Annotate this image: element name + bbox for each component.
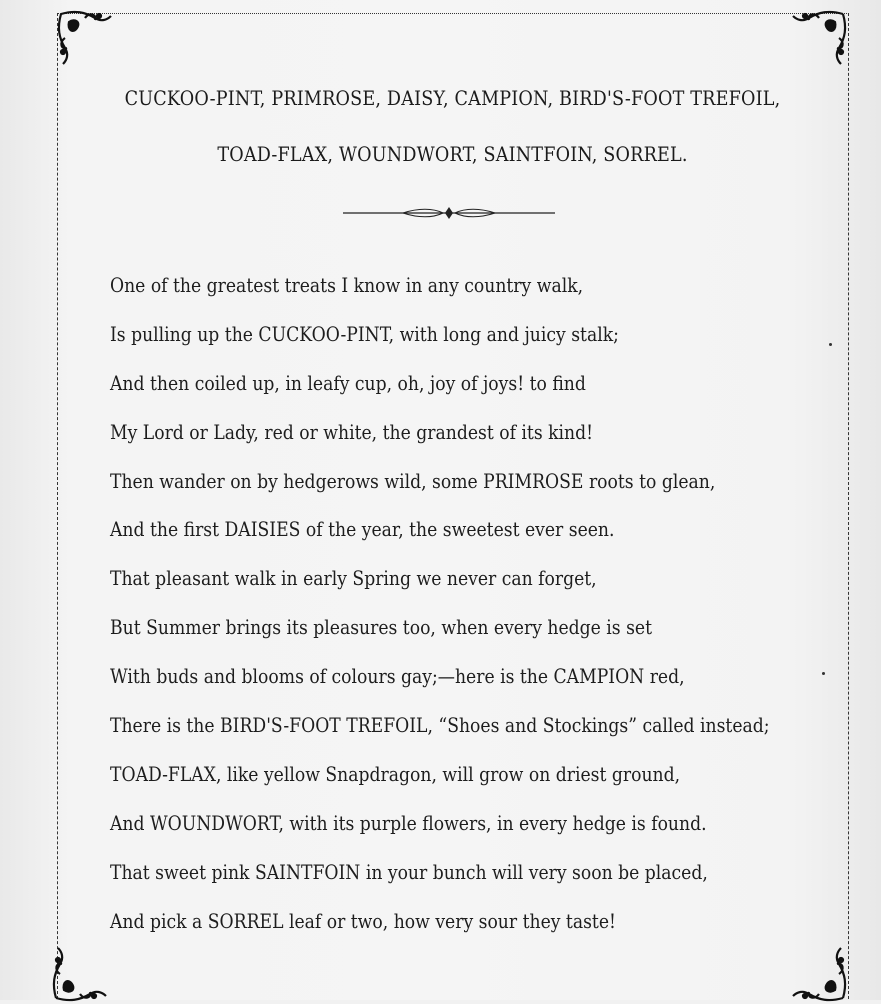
poem-line: TOAD-FLAX, like yellow Snapdragon, will grow on driest ground, bbox=[110, 761, 681, 786]
corner-flourish-top-right-icon bbox=[787, 8, 849, 70]
poem-line: That pleasant walk in early Spring we never can forget, bbox=[110, 566, 597, 591]
poem-line: There is the BIRD'S-FOOT TREFOIL, “Shoes and Stockings” called instead; bbox=[110, 713, 770, 738]
poem-line: One of the greatest treats I know in any country walk, bbox=[110, 273, 584, 297]
poem-line: My Lord or Lady, red or white, the grandest of its kind! bbox=[110, 419, 594, 444]
poem-line: And then coiled up, in leafy cup, oh, joy of joys! to find bbox=[110, 370, 586, 395]
ink-speck bbox=[822, 672, 825, 675]
poem-body bbox=[110, 270, 830, 954]
corner-flourish-bottom-left-icon bbox=[50, 942, 112, 1004]
poem-line: With buds and blooms of colours gay;—here is the CAMPION red, bbox=[110, 664, 685, 689]
poem-line: And WOUNDWORT, with its purple flowers, in every hedge is found. bbox=[110, 810, 707, 835]
poem-line: That sweet pink SAINTFOIN in your bunch will very soon be placed, bbox=[110, 859, 708, 884]
poem-line: And pick a SORREL leaf or two, how very sour they taste! bbox=[110, 908, 616, 933]
poem-line: And the first DAISIES of the year, the sweetest ever seen. bbox=[110, 517, 615, 542]
poem-line: But Summer brings its pleasures too, when every hedge is set bbox=[110, 615, 653, 640]
page-title-line-1: CUCKOO-PINT, PRIMROSE, DAISY, CAMPION, BIRD'S-FOOT TREFOIL, bbox=[124, 86, 781, 110]
page-title-line-2: TOAD-FLAX, WOUNDWORT, SAINTFOIN, SORREL. bbox=[217, 142, 688, 166]
poem-line: Is pulling up the CUCKOO-PINT, with long and juicy stalk; bbox=[110, 321, 619, 346]
ornamental-rule-icon bbox=[343, 205, 555, 221]
poem-line: Then wander on by hedgerows wild, some PRIMROSE roots to glean, bbox=[110, 468, 716, 493]
ink-speck bbox=[829, 343, 832, 346]
corner-flourish-top-left-icon bbox=[55, 8, 117, 70]
